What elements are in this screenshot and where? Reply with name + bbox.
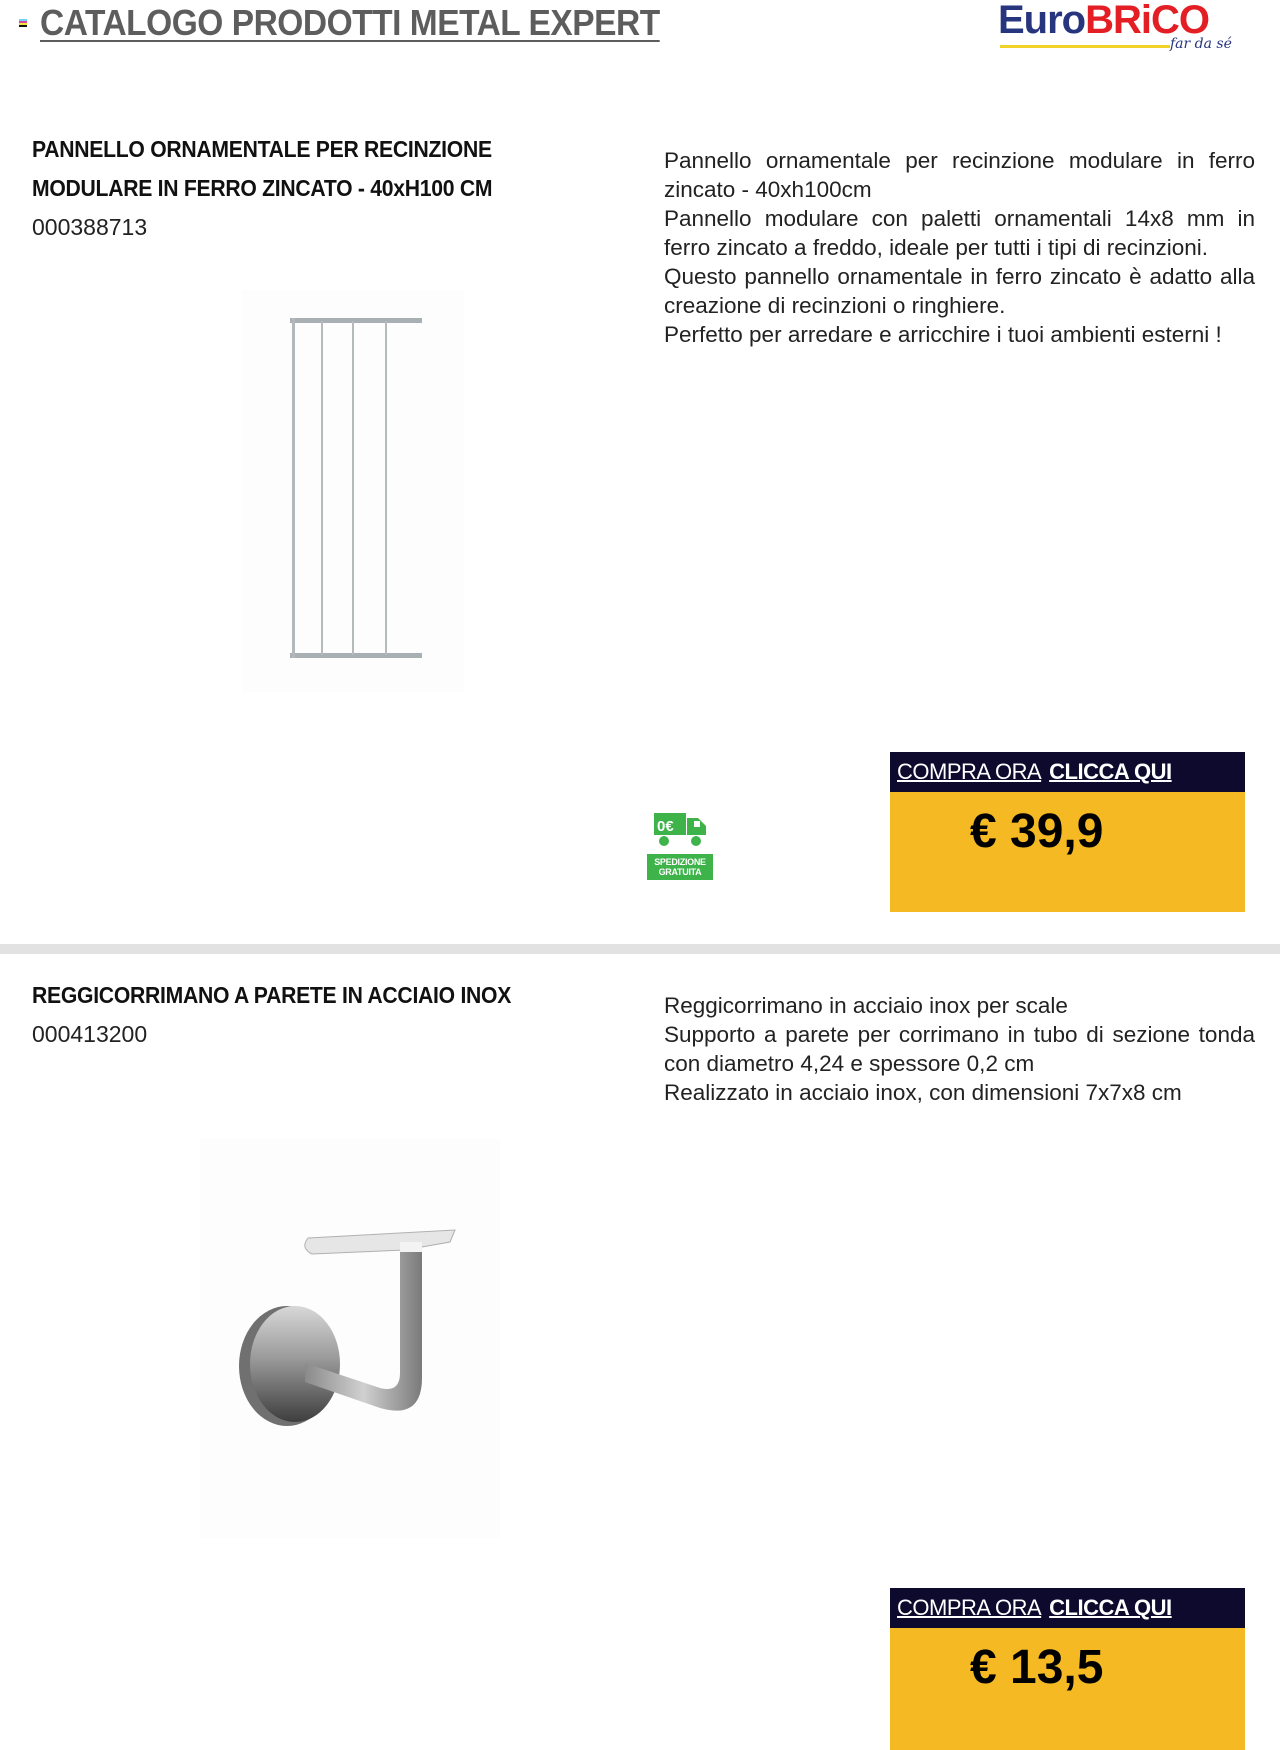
product-code: 000413200 [32,1021,148,1047]
buy-now-link[interactable] [890,752,1245,792]
handrail-bracket-image[interactable] [200,1138,500,1538]
description-paragraph: Pannello ornamentale per recinzione modulare in ferro zincato - 40xh100cm [664,148,1255,202]
description-paragraph: Perfetto per arredare e arricchire i tuoi ambienti esterni ! [664,322,1222,347]
product-title-line: MODULARE IN FERRO ZINCATO - 40xH100 CM [32,175,493,201]
compra-ora-label[interactable]: COMPRA ORA [897,759,1042,784]
handrail-bracket-icon [200,1138,500,1538]
shipping-label-line: GRATUITA [658,867,702,877]
product-title [32,130,492,208]
buy-box [890,1588,1245,1750]
color-marker-icon [19,19,27,27]
description-paragraph: Supporto a parete per corrimano in tubo di sezione tonda con diametro 4,24 e spessore 0,2 cm [664,1022,1255,1076]
buy-box [890,752,1245,912]
free-shipping-badge [647,813,713,881]
logo-underline [1000,45,1170,48]
product-description [664,146,1255,349]
description-paragraph: Pannello modulare con paletti ornamentali 14x8 mm in ferro zincato a freddo, ideale per tutti i tipi di recinzioni. [664,206,1255,260]
fence-panel-image[interactable] [242,290,464,692]
logo-tagline: far da sé [1170,36,1232,52]
product-description [664,991,1255,1107]
description-paragraph: Realizzato in acciaio inox, con dimensioni 7x7x8 cm [664,1080,1182,1105]
section-divider [0,944,1280,954]
catalog-title[interactable]: CATALOGO PRODOTTI METAL EXPERT [40,2,660,43]
delivery-truck-icon [654,813,706,847]
shipping-label-line: SPEDIZIONE [654,857,706,867]
product-title-line: PANNELLO ORNAMENTALE PER RECINZIONE [32,136,492,162]
product-code: 000388713 [32,214,148,240]
price-label: € 13,5 [890,1628,1245,1750]
clicca-qui-link[interactable]: CLICCA QUI [1049,759,1172,784]
buy-now-link[interactable] [890,1588,1245,1628]
svg-text:0€: 0€ [657,818,674,835]
eurobrico-logo[interactable] [998,0,1246,60]
description-paragraph: Reggicorrimano in acciaio inox per scale [664,993,1068,1018]
logo-brico-text: BRiCO [1085,0,1210,42]
free-shipping-label [647,854,713,880]
fence-panel-icon [242,290,464,692]
compra-ora-label[interactable]: COMPRA ORA [897,1595,1042,1620]
price-label: € 39,9 [890,792,1245,912]
clicca-qui-link[interactable]: CLICCA QUI [1049,1595,1172,1620]
product-title-line: REGGICORRIMANO A PARETE IN ACCIAIO INOX [32,982,512,1008]
description-paragraph: Questo pannello ornamentale in ferro zincato è adatto alla creazione di recinzioni o ringhiere. [664,264,1255,318]
catalog-header [0,0,1280,60]
logo-euro-text: Euro [998,0,1086,42]
product-title [32,976,511,1015]
